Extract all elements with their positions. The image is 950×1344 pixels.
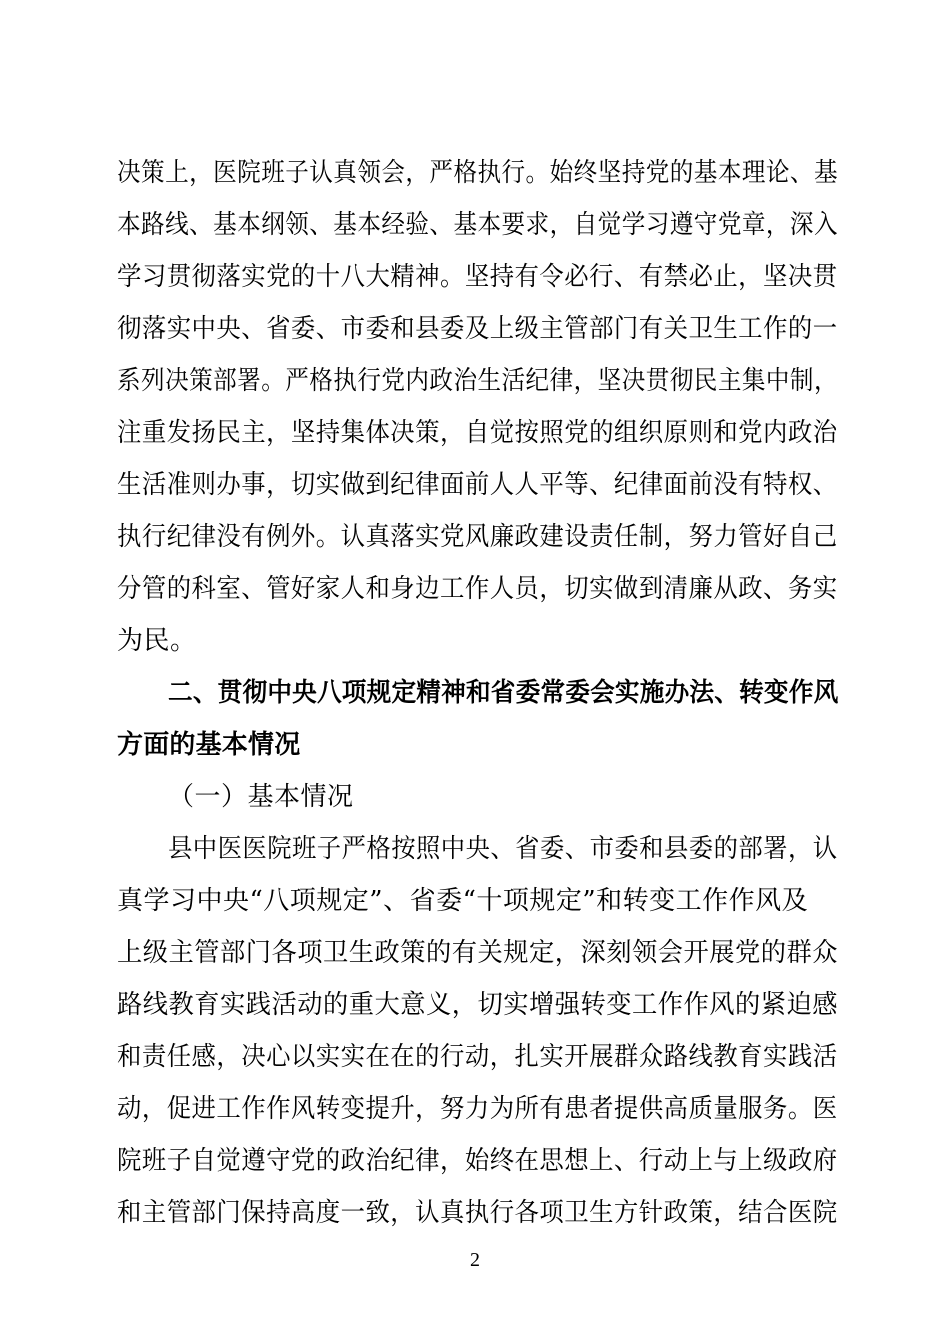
paragraph-2-line-2: 真学习中央“八项规定”、省委“十项规定”和转变工作作风及 — [117, 886, 809, 916]
section-heading-line-2: 方面的基本情况 — [117, 730, 301, 760]
paragraph-1-line-9: 分管的科室、管好家人和身边工作人员，切实做到清廉从政、务实 — [117, 574, 838, 604]
paragraph-2-line-1: 县中医医院班子严格按照中央、省委、市委和县委的部署，认 — [168, 834, 838, 864]
subsection-heading: （一）基本情况 — [168, 782, 354, 812]
paragraph-1-line-5: 系列决策部署。严格执行党内政治生活纪律，坚决贯彻民主集中制， — [117, 366, 838, 396]
paragraph-2-line-8: 和主管部门保持高度一致，认真执行各项卫生方针政策，结合医院 — [117, 1198, 838, 1228]
section-heading-line-1: 二、贯彻中央八项规定精神和省委常委会实施办法、转变作风 — [168, 678, 839, 708]
paragraph-1-line-1: 决策上，医院班子认真领会，严格执行。始终坚持党的基本理论、基 — [117, 158, 838, 188]
paragraph-2-line-4: 路线教育实践活动的重大意义，切实增强转变工作作风的紧迫感 — [117, 990, 839, 1020]
paragraph-2-line-3: 上级主管部门各项卫生政策的有关规定，深刻领会开展党的群众 — [117, 938, 839, 968]
paragraph-1-line-3: 学习贯彻落实党的十八大精神。坚持有令必行、有禁必止，坚决贯 — [117, 262, 838, 292]
paragraph-1-line-6: 注重发扬民主，坚持集体决策，自觉按照党的组织原则和党内政治 — [117, 418, 838, 448]
paragraph-2-line-5: 和责任感，决心以实实在在的行动，扎实开展群众路线教育实践活 — [117, 1042, 838, 1072]
paragraph-1-line-4: 彻落实中央、省委、市委和县委及上级主管部门有关卫生工作的一 — [117, 314, 838, 344]
paragraph-1-line-2: 本路线、基本纲领、基本经验、基本要求，自觉学习遵守党章，深入 — [117, 210, 838, 240]
paragraph-1-line-7: 生活准则办事，切实做到纪律面前人人平等、纪律面前没有特权、 — [117, 470, 838, 500]
paragraph-2-line-7: 院班子自觉遵守党的政治纪律，始终在思想上、行动上与上级政府 — [117, 1146, 838, 1176]
paragraph-1-line-10: 为民。 — [117, 626, 197, 656]
page-number: 2 — [470, 1249, 480, 1271]
paragraph-1-line-8: 执行纪律没有例外。认真落实党风廉政建设责任制，努力管好自己 — [117, 522, 838, 552]
paragraph-2-line-6: 动，促进工作作风转变提升，努力为所有患者提供高质量服务。医 — [117, 1094, 838, 1124]
